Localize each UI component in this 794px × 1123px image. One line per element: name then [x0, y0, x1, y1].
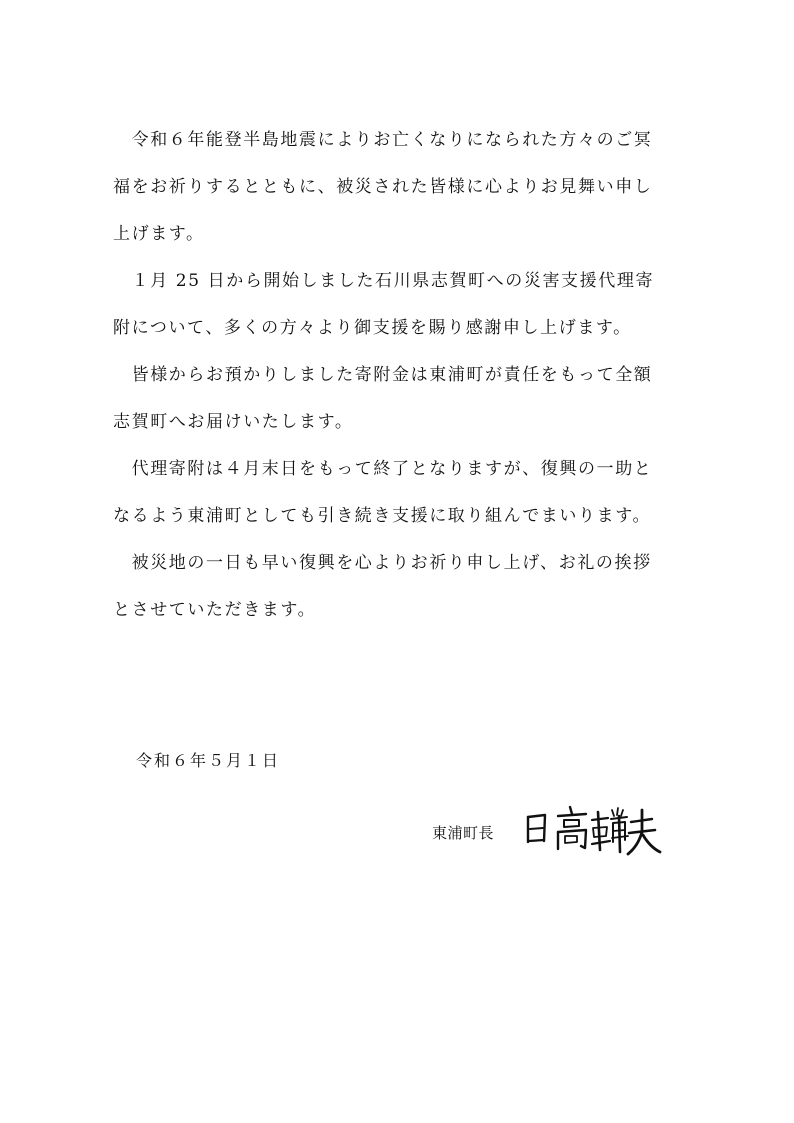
body-line: 代理寄附は４月末日をもって終了となりますが、復興の一助と — [113, 459, 653, 479]
body-line: 皆様からお預かりしました寄附金は東浦町が責任をもって全額 — [113, 365, 653, 385]
body-line: 附について、多くの方々より御支援を賜り感謝申し上げます。 — [113, 318, 632, 338]
letter-date: 令和６年５月１日 — [136, 751, 281, 770]
body-line: とさせていただきます。 — [113, 600, 317, 620]
handwritten-signature — [522, 802, 662, 862]
body-line: 上げます。 — [113, 224, 205, 244]
body-line: 被災地の一日も早い復興を心よりお祈り申し上げ、お礼の挨拶 — [113, 553, 652, 573]
body-line: 志賀町へお届けいたします。 — [113, 412, 354, 432]
body-line: 福をお祈りするとともに、被災された皆様に心よりお見舞い申し — [113, 177, 653, 197]
mayor-title: 東浦町長 — [432, 824, 495, 842]
body-line: １月 25 日から開始しました石川県志賀町への災害支援代理寄 — [113, 271, 655, 291]
body-line: 令和６年能登半島地震によりお亡くなりになられた方々のご冥 — [113, 130, 653, 150]
letter-body — [113, 117, 693, 634]
body-line: なるよう東浦町としても引き続き支援に取り組んでまいります。 — [113, 506, 652, 526]
